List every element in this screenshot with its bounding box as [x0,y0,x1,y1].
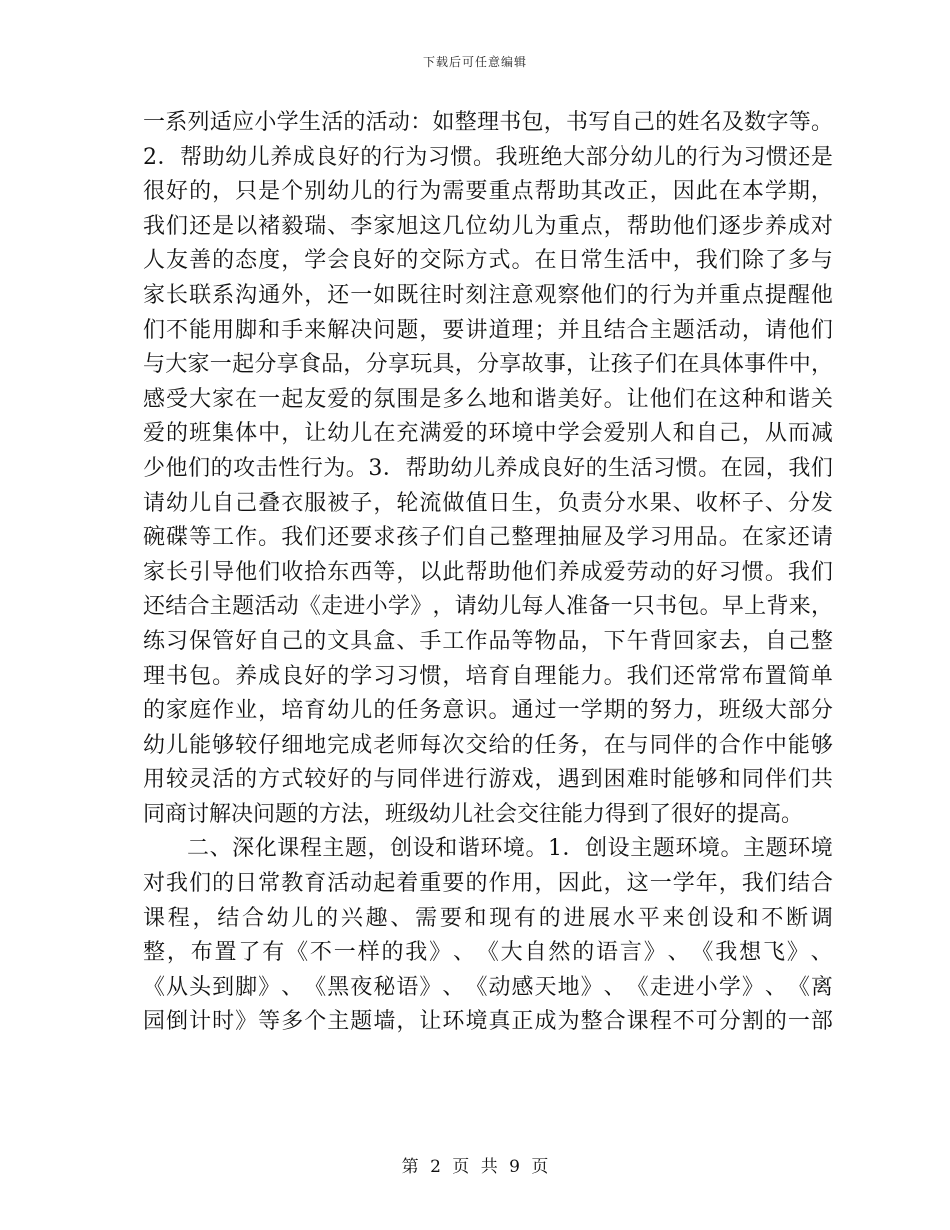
body-line-13: 碗 碟 等 工 作 。 我 们 还 要 求 孩 子 们 自 己 整 理 抽 屉 及 学 习 用 品 。 在 家 还 请 [143,525,833,551]
body-line-20: 用 较 灵 活 的 方 式 较 好 的 与 同 伴 进 行 游 戏 ， 遇 到 困 难 时 能 够 和 同 伴 们 共 [143,767,833,793]
page-footer: 第 2 页 共 9 页 [401,1157,549,1177]
body-line-2: 2 ． 帮 助 幼 儿 养 成 良 好 的 行 为 习 惯 。 我 班 绝 大 部 分 幼 儿 的 行 为 习 惯 还 是 [143,144,833,170]
body-line-12: 请 幼 儿 自 己 叠 衣 服 被 子 ， 轮 流 做 值 日 生 ， 负 责 分 水 果 、 收 杯 子 、 分 发 [143,490,833,516]
body-line-4: 我 们 还 是 以 褚 毅 瑞 、 李 家 旭 这 几 位 幼 儿 为 重 点 ， 帮 助 他 们 逐 步 养 成 对 [143,213,833,239]
body-line-22: 二 、 深 化 课 程 主 题 ， 创 设 和 谐 环 境 。 1 ． 创 设 主 题 环 境 。 主 题 环 境 [187,836,833,862]
body-line-9: 感 受 大 家 在 一 起 友 爱 的 氛 围 是 多 么 地 和 谐 美 好 。 让 他 们 在 这 种 和 谐 关 [143,386,833,412]
body-line-16: 练 习 保 管 好 自 己 的 文 具 盒 、 手 工 作 品 等 物 品 ， 下 午 背 回 家 去 ， 自 己 整 [143,628,833,654]
body-line-3: 很 好 的 ， 只 是 个 别 幼 儿 的 行 为 需 要 重 点 帮 助 其 改 正 ， 因 此 在 本 学 期 ， [143,179,833,205]
body-line-24: 课 程 ， 结 合 幼 儿 的 兴 趣 、 需 要 和 现 有 的 进 展 水 平 来 创 设 和 不 断 调 [143,905,833,931]
body-line-6: 家 长 联 系 沟 通 外 ， 还 一 如 既 往 时 刻 注 意 观 察 他 们 的 行 为 并 重 点 提 醒 他 [143,282,833,308]
body-line-10: 爱 的 班 集 体 中 ， 让 幼 儿 在 充 满 爱 的 环 境 中 学 会 爱 别 人 和 自 己 ， 从 而 减 [143,421,833,447]
body-line-19: 幼 儿 能 够 较 仔 细 地 完 成 老 师 每 次 交 给 的 任 务 ， 在 与 同 伴 的 合 作 中 能 够 [143,732,833,758]
body-line-11: 少 他 们 的 攻 击 性 行 为 。 3 ． 帮 助 幼 儿 养 成 良 好 的 生 活 习 惯 。 在 园 ， 我 们 [143,455,833,481]
body-line-27: 园 倒 计 时 》 等 多 个 主 题 墙 ， 让 环 境 真 正 成 为 整 合 课 程 不 可 分 割 的 一 部 [143,1009,833,1035]
body-line-26: 《 从 头 到 脚 》 、 《 黑 夜 秘 语 》 、 《 动 感 天 地 》 、 《 走 进 小 学 》 、 《 离 [143,974,833,1000]
body-line-25: 整 ， 布 置 了 有 《 不 一 样 的 我 》 、 《 大 自 然 的 语 言 》 、 《 我 想 飞 》 、 [143,940,833,966]
body-line-8: 与 大 家 一 起 分 享 食 品 ， 分 享 玩 具 ， 分 享 故 事 ， 让 孩 子 们 在 具 体 事 件 中 ， [143,352,833,378]
body-line-17: 理 书 包 。 养 成 良 好 的 学 习 习 惯 ， 培 育 自 理 能 力 。 我 们 还 常 常 布 置 简 单 [143,663,833,689]
body-line-7: 们 不 能 用 脚 和 手 来 解 决 问 题 ， 要 讲 道 理 ； 并 且 结 合 主 题 活 动 ， 请 他 们 [143,317,833,343]
body-line-18: 的 家 庭 作 业 ， 培 育 幼 儿 的 任 务 意 识 。 通 过 一 学 期 的 努 力 ， 班 级 大 部 分 [143,698,833,724]
body-line-1: 一 系 列 适 应 小 学 生 活 的 活 动 ： 如 整 理 书 包 ， 书 写 自 己 的 姓 名 及 数 字 等 。 [143,110,833,135]
body-line-14: 家 长 引 导 他 们 收 拾 东 西 等 ， 以 此 帮 助 他 们 养 成 爱 劳 动 的 好 习 惯 。 我 们 [143,559,833,585]
body-line-5: 人 友 善 的 态 度 ， 学 会 良 好 的 交 际 方 式 。 在 日 常 生 活 中 ， 我 们 除 了 多 与 [143,248,833,274]
body-line-15: 还 结 合 主 题 活 动 《 走 进 小 学 》 ， 请 幼 儿 每 人 准 备 一 只 书 包 。 早 上 背 来 ， [143,594,833,620]
body-line-23: 对 我 们 的 日 常 教 育 活 动 起 着 重 要 的 作 用 ， 因 此 ， 这 一 学 年 ， 我 们 结 合 [143,871,833,897]
document-body [143,106,833,1040]
page-header: 下载后可任意编辑 [422,55,527,69]
body-line-21: 同商讨解决问题的方法，班级幼儿社会交往能力得到了很好的提高。 [143,801,804,827]
